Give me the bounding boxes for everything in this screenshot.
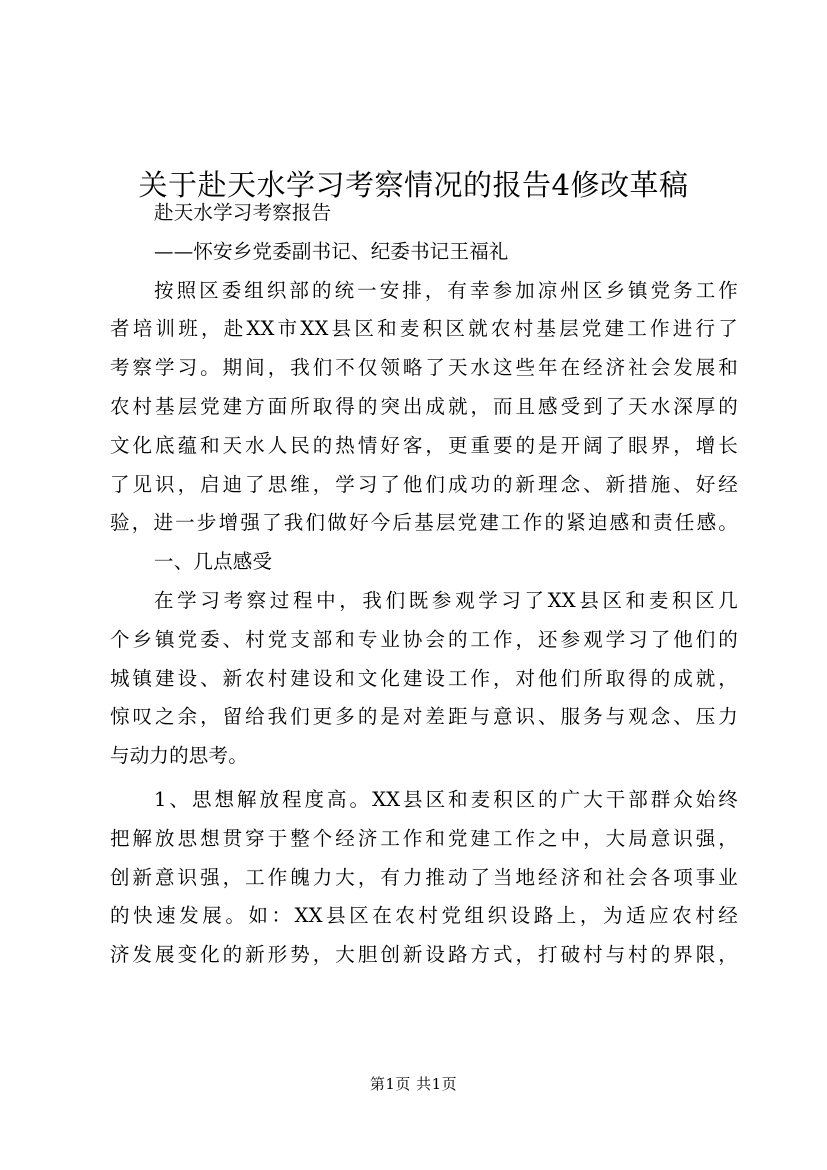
paragraph-1 [110,272,738,544]
paragraph-line: 考察学习。期间，我们不仅领略了天水这些年在经济社会发展和 [110,356,738,380]
paragraph-line: 按照区委组织部的统一安排，有幸参加凉州区乡镇党务工作 [154,278,738,302]
paragraph-line: 个乡镇党委、村党支部和专业协会的工作，还参观学习了他们的 [110,627,738,651]
paragraph-line: 验，进一步增强了我们做好今后基层党建工作的紧迫感和责任感。 [110,511,738,535]
paragraph-line: 者培训班，赴XX市XX县区和麦积区就农村基层党建工作进行了 [110,317,738,341]
paragraph-line: 了见识，启迪了思维，学习了他们成功的新理念、新措施、好经 [110,472,738,496]
paragraph-line: 惊叹之余，留给我们更多的是对差距与意识、服务与观念、压力 [110,705,738,729]
paragraph-line: 农村基层党建方面所取得的突出成就，而且感受到了天水深厚的 [110,394,738,418]
author-line: ——怀安乡党委副书记、纪委书记王福礼 [154,239,509,263]
paragraph-line: 的快速发展。如：XX县区在农村党组织设路上，为适应农村经 [110,904,738,928]
paragraph-line: 与动力的思考。 [110,744,248,768]
document-body [110,194,738,975]
paragraph-2 [110,582,738,776]
paragraph-line: 济发展变化的新形势，大胆创新设路方式，打破村与村的界限， [110,943,738,967]
document-title: 关于赴天水学习考察情况的报告4修改革稿 [138,168,689,203]
paragraph-line: 城镇建设、新农村建设和文化建设工作，对他们所取得的成就， [110,666,738,690]
section-heading: 一、几点感受 [154,550,273,574]
paragraph-line: 把解放思想贯穿于整个经济工作和党建工作之中，大局意识强， [110,826,738,850]
paragraph-line: 1、思想解放程度高。XX县区和麦积区的广大干部群众始终 [154,787,738,811]
page-footer: 第1页 共1页 [369,1075,458,1093]
paragraph-line: 在学习考察过程中，我们既参观学习了XX县区和麦积区几 [154,588,738,612]
subtitle: 赴天水学习考察报告 [154,201,332,224]
paragraph-line: 创新意识强，工作魄力大，有力推动了当地经济和社会各项事业 [110,865,738,889]
paragraph-line: 文化底蕴和天水人民的热情好客，更重要的是开阔了眼界，增长 [110,433,738,457]
paragraph-3 [110,781,738,975]
